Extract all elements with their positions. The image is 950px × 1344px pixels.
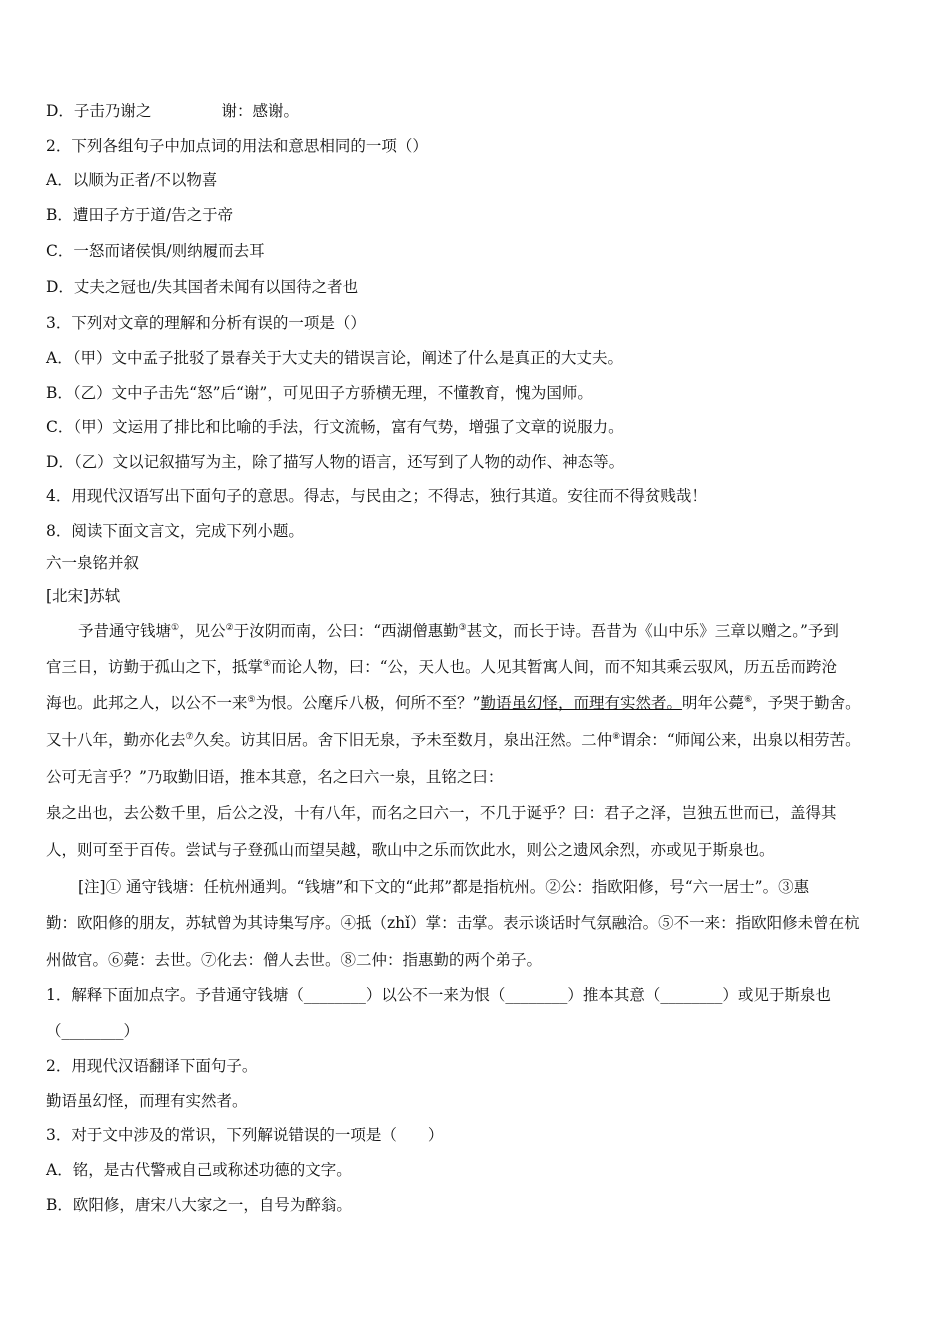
option-a: A．以顺为正者/不以物喜 — [46, 171, 218, 189]
passage-text: 予昔通守钱塘 — [78, 622, 172, 640]
passage-text: ，予哭于勤舍。 — [752, 694, 861, 712]
passage-text: 久矣。访其旧居。舍下旧无泉，予未至数月，泉出汪然。二仲 — [193, 731, 613, 749]
passage-author: [北宋]苏轼 — [46, 587, 121, 605]
footnote-mark: ② — [225, 622, 234, 633]
option-d: D．丈夫之冠也/失其国者未闻有以国待之者也 — [46, 278, 359, 296]
passage-text: 官三日，访勤于孤山之下，抵掌 — [46, 658, 264, 676]
footnote-mark: ⑥ — [744, 694, 753, 705]
option-b: B．欧阳修，唐宋八大家之一，自号为醉翁。 — [46, 1196, 352, 1214]
question-3: 3．对于文中涉及的常识，下列解说错误的一项是（ ） — [46, 1126, 444, 1144]
passage-line — [46, 692, 861, 714]
answer-blank: （________） — [46, 1022, 140, 1040]
inscription-line: 泉之出也，去公数千里，后公之没，十有八年，而名之曰六一，不几于诞乎？曰：君子之泽，岂独五世而已，盖得其 — [46, 804, 837, 822]
option-note: 谢：感谢。 — [221, 102, 299, 120]
underlined-sentence: 勤语虽幻怪，而理有实然者。 — [480, 694, 683, 712]
option-c: C．一怒而诸侯惧/则纳履而去耳 — [46, 242, 265, 260]
passage-text: 明年公薨 — [682, 694, 745, 712]
passage-text: 而论人物，曰：“公，天人也。人见其暂寓人间，而不知其乘云驭风，历五岳而跨沧 — [271, 658, 838, 676]
footnote-mark: ⑦ — [185, 731, 194, 742]
question-1: 1．解释下面加点字。予昔通守钱塘（________）以公不一来为恨（________）推本其意（________）或见于斯泉也 — [46, 986, 831, 1004]
annotation-line: 勤：欧阳修的朋友，苏轼曾为其诗集写序。④抵（zhǐ）掌：击掌。表示谈话时气氛融洽。⑤不一来：指欧阳修未曾在杭 — [46, 914, 860, 932]
footnote-mark: ① — [171, 622, 180, 633]
annotation-line: 州做官。⑥薨：去世。⑦化去：僧人去世。⑧二仲：指惠勤的两个弟子。 — [46, 951, 543, 969]
footnote-mark: ⑧ — [612, 731, 621, 742]
option-text: D．子击乃谢之 — [46, 102, 152, 120]
passage-line — [46, 656, 837, 678]
question-2: 2．下列各组句子中加点词的用法和意思相同的一项（） — [46, 137, 428, 155]
footnote-mark: ⑤ — [247, 694, 256, 705]
option-b: B．遭田子方于道/告之于帝 — [46, 206, 234, 224]
passage-line — [78, 620, 839, 642]
passage-text: 又十八年，勤亦化去 — [46, 731, 186, 749]
inscription-line: 人，则可至于百传。尝试与子登孤山而望吴越，歌山中之乐而饮此水，则公之遗风余烈，亦或见于斯泉也。 — [46, 841, 775, 859]
footnote-mark: ③ — [458, 622, 467, 633]
question-2: 2．用现代汉语翻译下面句子。 — [46, 1057, 258, 1075]
passage-title: 六一泉铭并叙 — [46, 554, 140, 572]
passage-text: 为恨。公麾斥八极，何所不至？” — [255, 694, 481, 712]
passage-line: 公可无言乎？”乃取勤旧语，推本其意，名之曰六一泉，且铭之曰： — [46, 768, 504, 786]
passage-line — [46, 729, 861, 751]
option-a: A．（甲）文中孟子批驳了景春关于大丈夫的错误言论，阐述了什么是真正的大丈夫。 — [46, 349, 623, 367]
question-8: 8．阅读下面文言文，完成下列小题。 — [46, 522, 304, 540]
question-3: 3．下列对文章的理解和分析有误的一项是（） — [46, 314, 366, 332]
translate-sentence: 勤语虽幻怪，而理有实然者。 — [46, 1092, 248, 1110]
passage-text: 甚文，而长于诗。吾昔为《山中乐》三章以赠之。”予到 — [466, 622, 839, 640]
passage-text: ，见公 — [179, 622, 226, 640]
option-b: B．（乙）文中子击先“怒”后“谢”，可见田子方骄横无理，不懂教育，愧为国师。 — [46, 384, 593, 402]
option-a: A．铭，是古代警戒自己或称述功德的文字。 — [46, 1161, 352, 1179]
option-line — [46, 100, 299, 122]
option-c: C．（甲）文运用了排比和比喻的手法，行文流畅，富有气势，增强了文章的说服力。 — [46, 418, 624, 436]
passage-text: 海也。此邦之人，以公不一来 — [46, 694, 248, 712]
footnote-mark: ④ — [263, 658, 272, 669]
passage-text: 于汝阴而南，公曰：“西湖僧惠勤 — [233, 622, 459, 640]
option-d: D．（乙）文以记叙描写为主，除了描写人物的语言，还写到了人物的动作、神态等。 — [46, 453, 625, 471]
passage-text: 谓余：“师闻公来，出泉以相劳苦。 — [620, 731, 861, 749]
annotation-line: [注]① 通守钱塘：任杭州通判。“钱塘”和下文的“此邦”都是指杭州。②公：指欧阳修，号“六一居士”。③惠 — [78, 878, 810, 896]
question-4: 4．用现代汉语写出下面句子的意思。得志，与民由之；不得志，独行其道。安往而不得贫贱哉！ — [46, 487, 707, 505]
